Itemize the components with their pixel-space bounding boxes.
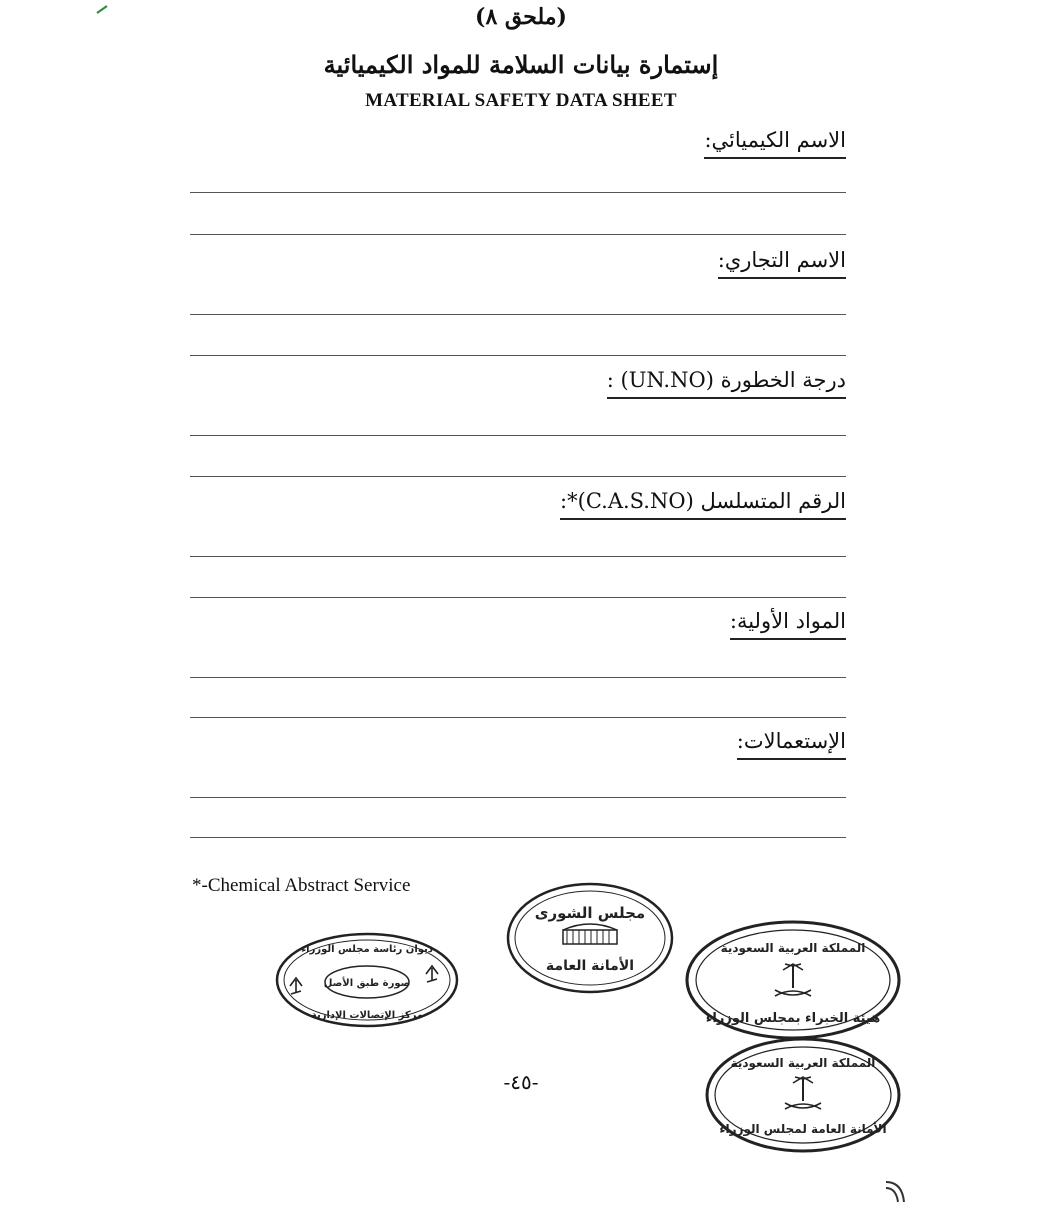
answer-line[interactable]: [190, 355, 846, 356]
answer-line[interactable]: [190, 597, 846, 598]
stamp-experts-commission: [683, 918, 903, 1042]
footnote: *-Chemical Abstract Service: [192, 875, 411, 896]
answer-line[interactable]: [190, 797, 846, 798]
field-label-chemical-name: الاسم الكيميائي:: [704, 125, 846, 159]
palm-and-swords-icon: [775, 964, 811, 996]
answer-line[interactable]: [190, 837, 846, 838]
field-label-trade-name: الاسم التجاري:: [718, 245, 846, 279]
palm-emblem-icon: [426, 966, 438, 982]
answer-line[interactable]: [190, 314, 846, 315]
stamp-left-center-text: صورة طبق الأصل: [323, 978, 411, 989]
stamp-presidency-office: [274, 930, 460, 1030]
stamp-right-top-lower-text: هيئة الخبراء بمجلس الوزراء: [705, 1011, 881, 1026]
stamp-general-secretariat: [703, 1035, 903, 1155]
field-label-uses: الإستعمالات:: [737, 726, 846, 760]
field-label-cas-number: الرقم المتسلسل (C.A.S.NO)*:: [560, 486, 846, 520]
stamp-middle-bottom-text: الأمانة العامة: [545, 958, 635, 974]
corner-bracket-icon: [884, 1178, 910, 1208]
stamp-shura-council: [505, 880, 675, 996]
answer-line[interactable]: [190, 192, 846, 193]
answer-line[interactable]: [190, 435, 846, 436]
title-english: MATERIAL SAFETY DATA SHEET: [365, 90, 677, 111]
answer-line[interactable]: [190, 556, 846, 557]
page-number: -٤٥-: [503, 1070, 539, 1094]
building-icon: [563, 924, 617, 944]
palm-emblem-icon: [290, 978, 302, 994]
stamp-right-bottom-upper-text: المملكة العربية السعودية: [730, 1056, 876, 1070]
stamp-left-top-text: ديوان رئاسة مجلس الوزراء: [301, 944, 433, 955]
stamp-right-top-upper-text: المملكة العربية السعودية: [720, 941, 866, 955]
stamp-left-bottom-text: مركز الإتصالات الإدارية: [310, 1010, 424, 1021]
stamp-right-bottom-lower-text: الأمانة العامة لمجلس الوزراء: [719, 1122, 887, 1136]
answer-line[interactable]: [190, 476, 846, 477]
title-arabic: إستمارة بيانات السلامة للمواد الكيميائية: [323, 50, 719, 79]
stamp-middle-top-text: مجلس الشورى: [534, 904, 646, 922]
answer-line[interactable]: [190, 234, 846, 235]
field-label-hazard-class: درجة الخطورة (UN.NO) :: [607, 365, 846, 399]
annex-label: (ملحق ٨): [475, 4, 567, 30]
answer-line[interactable]: [190, 717, 846, 718]
field-label-raw-materials: المواد الأولية:: [730, 606, 846, 640]
answer-line[interactable]: [190, 677, 846, 678]
